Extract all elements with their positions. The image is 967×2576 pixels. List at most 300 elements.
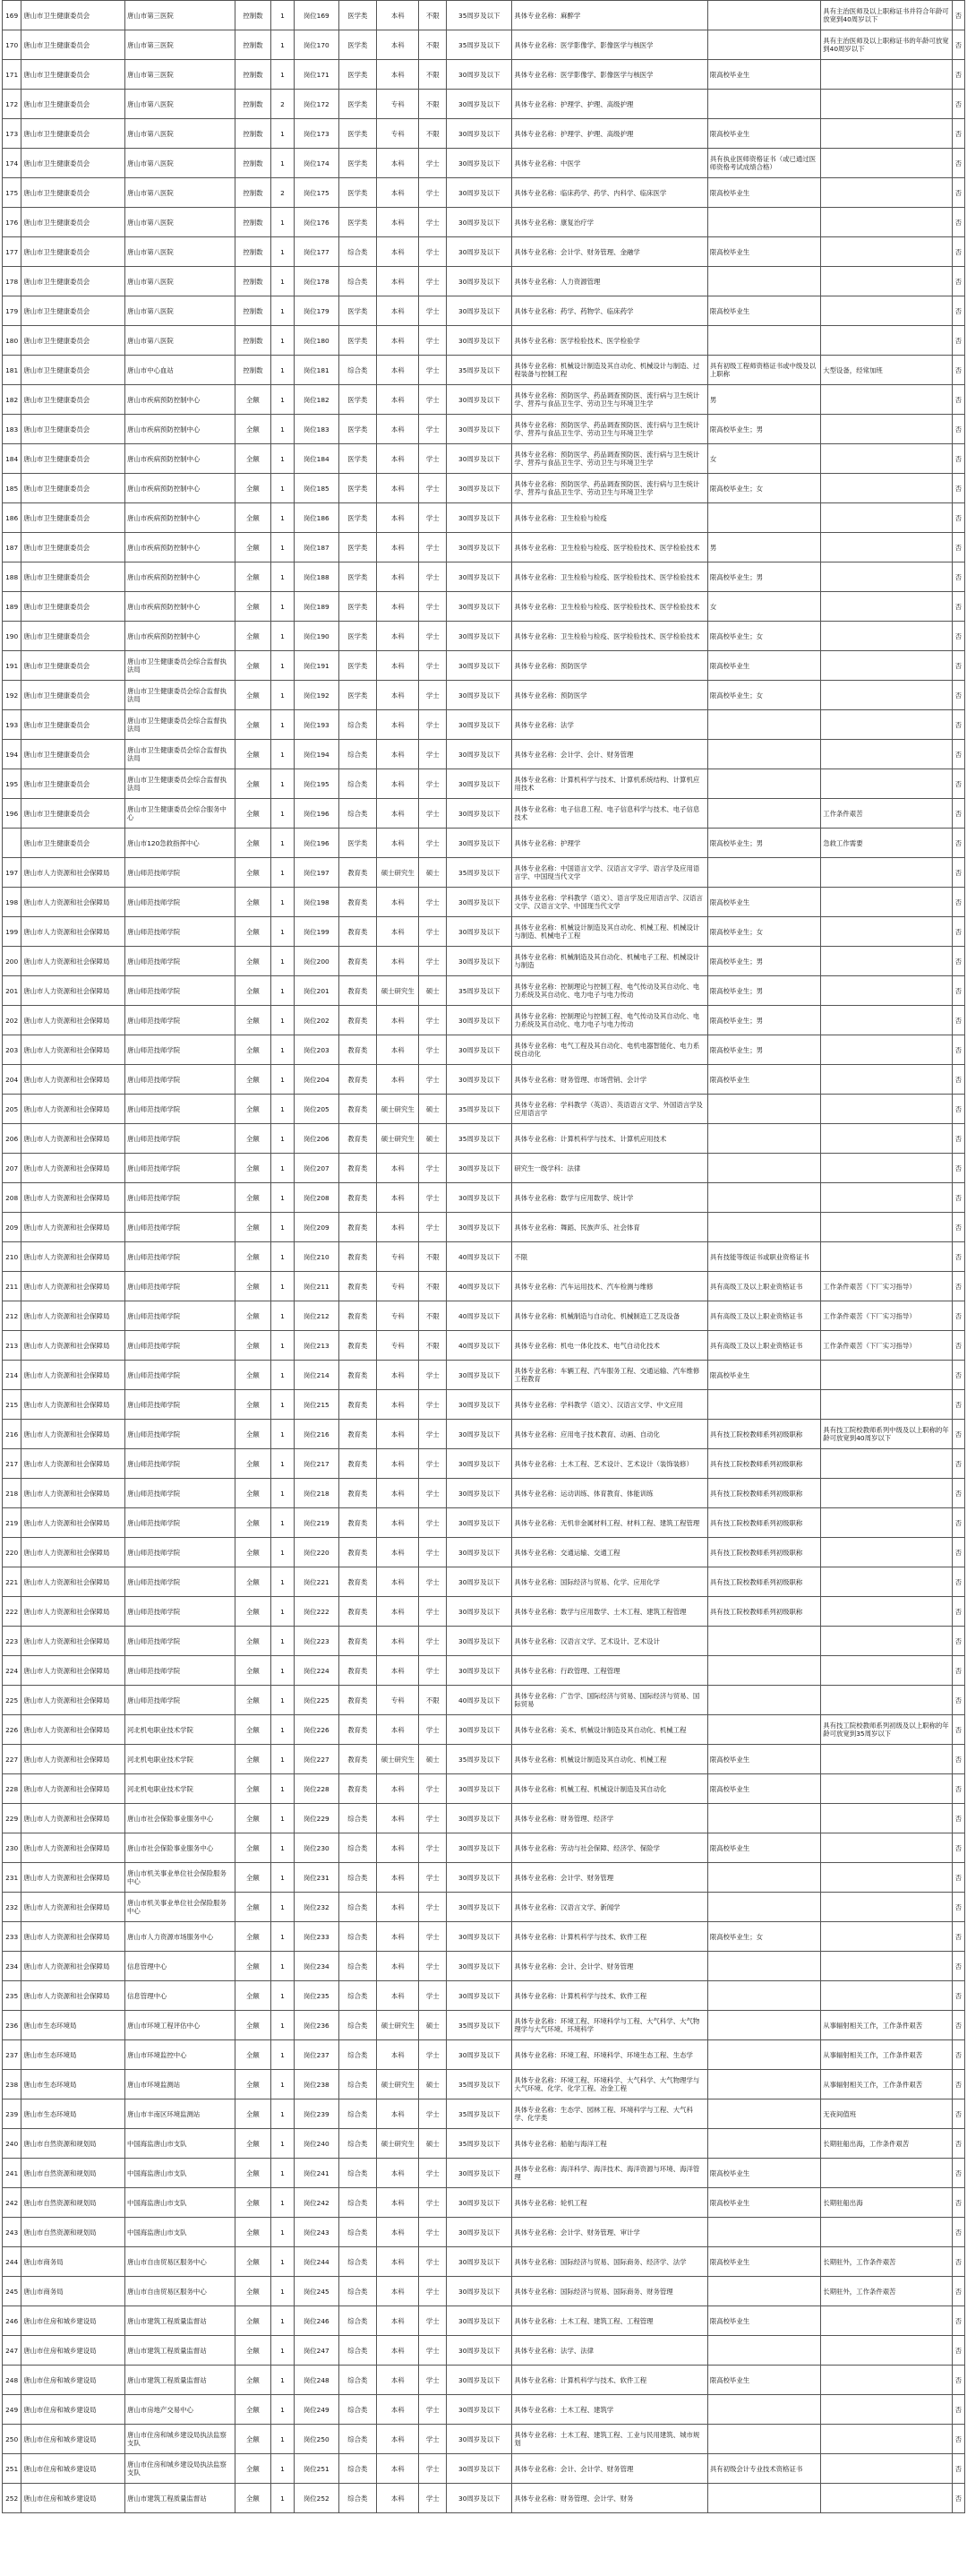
cell-post-code: 岗位218 — [295, 1479, 339, 1508]
cell-other-requirement — [707, 1863, 820, 1893]
cell-post-category: 医学类 — [338, 533, 377, 562]
cell-remarks: 从事辐射相关工作，工作条件艰苦 — [821, 2070, 952, 2099]
cell-degree: 学士 — [419, 2159, 447, 2188]
cell-department: 唐山市卫生健康委员会 — [21, 681, 125, 710]
cell-other-requirement: 限高校毕业生 — [707, 1361, 820, 1390]
cell-post-code: 岗位225 — [295, 1686, 339, 1715]
table-row — [3, 799, 965, 829]
cell-funding-type: 全额 — [235, 562, 270, 592]
cell-post-category: 教育类 — [338, 1745, 377, 1774]
cell-post-code: 岗位219 — [295, 1508, 339, 1538]
cell-flag: 否 — [952, 1981, 964, 2011]
cell-headcount: 1 — [271, 976, 295, 1006]
cell-major-requirement: 具体专业名称：机电一体化技术、电气自动化技术 — [512, 1331, 708, 1361]
cell-department: 唐山市卫生健康委员会 — [21, 208, 125, 237]
cell-post-category: 教育类 — [338, 1242, 377, 1272]
cell-post-code: 岗位190 — [295, 622, 339, 651]
cell-education: 本科 — [377, 1, 419, 30]
cell-department: 唐山市人力资源和社会保障局 — [21, 1095, 125, 1124]
cell-department: 唐山市人力资源和社会保障局 — [21, 1154, 125, 1183]
cell-other-requirement: 限高校毕业生 — [707, 651, 820, 681]
cell-age-limit: 30周岁及以下 — [447, 1833, 512, 1863]
table-row — [3, 1095, 965, 1124]
cell-major-requirement: 具体专业名称：汽车运用技术、汽车检测与维修 — [512, 1272, 708, 1301]
table-row — [3, 1774, 965, 1804]
cell-age-limit: 40周岁及以下 — [447, 1272, 512, 1301]
table-row — [3, 2395, 965, 2425]
cell-post-category: 综合类 — [338, 237, 377, 267]
cell-flag: 否 — [952, 1183, 964, 1213]
cell-flag: 否 — [952, 947, 964, 976]
cell-funding-type: 全额 — [235, 1745, 270, 1774]
cell-degree: 学士 — [419, 1656, 447, 1686]
cell-row-no: 232 — [3, 1893, 21, 1922]
cell-other-requirement: 具有技工院校教师系列初级职称 — [707, 1449, 820, 1479]
cell-education: 本科 — [377, 60, 419, 90]
cell-post-category: 综合类 — [338, 2070, 377, 2099]
cell-other-requirement: 限高校毕业生 — [707, 2306, 820, 2336]
cell-flag: 否 — [952, 2099, 964, 2129]
cell-post-code: 岗位224 — [295, 1656, 339, 1686]
cell-flag: 否 — [952, 592, 964, 622]
cell-major-requirement: 具体专业名称：车辆工程、汽车服务工程、交通运输、汽车维修工程教育 — [512, 1361, 708, 1390]
cell-funding-type: 全额 — [235, 1774, 270, 1804]
cell-flag: 否 — [952, 740, 964, 769]
cell-major-requirement: 具体专业名称：轮机工程 — [512, 2188, 708, 2218]
cell-unit: 唐山市社会保险事业服务中心 — [125, 1833, 235, 1863]
cell-flag: 否 — [952, 1745, 964, 1774]
cell-education: 本科 — [377, 1154, 419, 1183]
cell-funding-type: 全额 — [235, 474, 270, 503]
cell-age-limit: 30周岁及以下 — [447, 60, 512, 90]
cell-age-limit: 30周岁及以下 — [447, 415, 512, 444]
cell-unit: 唐山师范技师学院 — [125, 917, 235, 947]
table-row — [3, 681, 965, 710]
cell-post-category: 综合类 — [338, 1863, 377, 1893]
cell-major-requirement: 具体专业名称：机械工程、机械设计制造及其自动化 — [512, 1774, 708, 1804]
cell-post-code: 岗位183 — [295, 415, 339, 444]
cell-headcount: 1 — [271, 651, 295, 681]
cell-post-category: 教育类 — [338, 1508, 377, 1538]
cell-row-no: 181 — [3, 356, 21, 385]
cell-post-category: 医学类 — [338, 1, 377, 30]
table-row — [3, 267, 965, 296]
cell-department: 唐山市人力资源和社会保障局 — [21, 1301, 125, 1331]
table-row — [3, 1420, 965, 1449]
cell-department: 唐山市人力资源和社会保障局 — [21, 1833, 125, 1863]
table-row — [3, 1390, 965, 1420]
table-row — [3, 1686, 965, 1715]
cell-department: 唐山市住房和城乡建设局 — [21, 2395, 125, 2425]
cell-major-requirement: 具体专业名称：卫生检验与检疫、医学检验技术、医学检验技术 — [512, 562, 708, 592]
table-row — [3, 1154, 965, 1183]
cell-post-category: 教育类 — [338, 1183, 377, 1213]
cell-headcount: 1 — [271, 1035, 295, 1065]
cell-row-no: 241 — [3, 2159, 21, 2188]
cell-remarks — [821, 267, 952, 296]
cell-post-code: 岗位210 — [295, 1242, 339, 1272]
cell-education: 本科 — [377, 740, 419, 769]
cell-department: 唐山市卫生健康委员会 — [21, 503, 125, 533]
cell-flag: 否 — [952, 2070, 964, 2099]
table-row — [3, 1361, 965, 1390]
cell-age-limit: 30周岁及以下 — [447, 2218, 512, 2247]
cell-degree: 学士 — [419, 533, 447, 562]
cell-flag: 否 — [952, 1715, 964, 1745]
cell-age-limit: 30周岁及以下 — [447, 1538, 512, 1567]
cell-department: 唐山市生态环境局 — [21, 2070, 125, 2099]
cell-education: 本科 — [377, 178, 419, 208]
cell-degree: 学士 — [419, 2425, 447, 2454]
cell-degree: 学士 — [419, 149, 447, 178]
cell-post-category: 综合类 — [338, 2099, 377, 2129]
cell-age-limit: 30周岁及以下 — [447, 651, 512, 681]
cell-post-category: 综合类 — [338, 2425, 377, 2454]
cell-other-requirement — [707, 2099, 820, 2129]
cell-department: 唐山市人力资源和社会保障局 — [21, 1242, 125, 1272]
cell-flag: 否 — [952, 1065, 964, 1095]
cell-post-category: 教育类 — [338, 1715, 377, 1745]
cell-degree: 学士 — [419, 2277, 447, 2306]
cell-age-limit: 30周岁及以下 — [447, 2188, 512, 2218]
cell-post-code: 岗位203 — [295, 1035, 339, 1065]
cell-funding-type: 全额 — [235, 799, 270, 829]
table-row — [3, 1213, 965, 1242]
cell-remarks — [821, 1538, 952, 1567]
cell-funding-type: 全额 — [235, 1508, 270, 1538]
cell-unit: 唐山师范技师学院 — [125, 1656, 235, 1686]
cell-post-category: 综合类 — [338, 1833, 377, 1863]
table-row — [3, 326, 965, 356]
cell-major-requirement: 具体专业名称：计算机科学与技术、计算机应用技术 — [512, 1124, 708, 1154]
cell-funding-type: 全额 — [235, 1213, 270, 1242]
cell-headcount: 1 — [271, 1449, 295, 1479]
cell-funding-type: 控制数 — [235, 30, 270, 60]
table-row — [3, 2484, 965, 2513]
cell-education: 本科 — [377, 592, 419, 622]
cell-row-no: 227 — [3, 1745, 21, 1774]
cell-unit: 唐山师范技师学院 — [125, 1242, 235, 1272]
cell-post-category: 医学类 — [338, 208, 377, 237]
cell-major-requirement: 具体专业名称：国际经济与贸易、国际商务、财务管理 — [512, 2277, 708, 2306]
cell-remarks — [821, 415, 952, 444]
cell-degree: 学士 — [419, 1065, 447, 1095]
cell-headcount: 1 — [271, 1331, 295, 1361]
cell-post-category: 教育类 — [338, 947, 377, 976]
table-row — [3, 1006, 965, 1035]
cell-department: 唐山市自然资源和规划局 — [21, 2188, 125, 2218]
cell-degree: 学士 — [419, 415, 447, 444]
cell-post-category: 医学类 — [338, 326, 377, 356]
cell-row-no: 212 — [3, 1301, 21, 1331]
cell-post-code: 岗位174 — [295, 149, 339, 178]
cell-other-requirement: 限高校毕业生 — [707, 178, 820, 208]
cell-post-code: 岗位208 — [295, 1183, 339, 1213]
cell-row-no: 221 — [3, 1567, 21, 1597]
cell-degree: 学士 — [419, 2188, 447, 2218]
cell-department: 唐山市卫生健康委员会 — [21, 149, 125, 178]
cell-degree: 学士 — [419, 1006, 447, 1035]
cell-department: 唐山市卫生健康委员会 — [21, 178, 125, 208]
cell-funding-type: 控制数 — [235, 90, 270, 119]
cell-major-requirement: 具体专业名称：舞蹈、民族声乐、社会体育 — [512, 1213, 708, 1242]
table-row — [3, 976, 965, 1006]
cell-headcount: 1 — [271, 474, 295, 503]
cell-post-category: 医学类 — [338, 474, 377, 503]
cell-unit: 唐山市住房和城乡建设局执法监察支队 — [125, 2425, 235, 2454]
cell-post-code: 岗位196 — [295, 829, 339, 858]
cell-department: 唐山市卫生健康委员会 — [21, 385, 125, 415]
cell-age-limit: 30周岁及以下 — [447, 1183, 512, 1213]
cell-education: 本科 — [377, 415, 419, 444]
cell-department: 唐山市卫生健康委员会 — [21, 622, 125, 651]
cell-row-no — [3, 829, 21, 858]
cell-post-category: 综合类 — [338, 2454, 377, 2484]
cell-other-requirement: 具有技工院校教师系列初级职称 — [707, 1538, 820, 1567]
cell-post-category: 综合类 — [338, 2040, 377, 2070]
cell-post-code: 岗位215 — [295, 1390, 339, 1420]
cell-major-requirement: 具体专业名称：电子信息工程、电子信息科学与技术、电子信息技术 — [512, 799, 708, 829]
cell-age-limit: 30周岁及以下 — [447, 888, 512, 917]
cell-degree: 学士 — [419, 1804, 447, 1833]
table-row — [3, 888, 965, 917]
cell-flag: 否 — [952, 1331, 964, 1361]
cell-funding-type: 全额 — [235, 681, 270, 710]
cell-post-code: 岗位204 — [295, 1065, 339, 1095]
cell-row-no: 202 — [3, 1006, 21, 1035]
cell-post-code: 岗位191 — [295, 651, 339, 681]
table-row — [3, 2218, 965, 2247]
cell-row-no: 230 — [3, 1833, 21, 1863]
cell-post-code: 岗位239 — [295, 2099, 339, 2129]
cell-post-code: 岗位245 — [295, 2277, 339, 2306]
cell-department: 唐山市卫生健康委员会 — [21, 1, 125, 30]
cell-department: 唐山市卫生健康委员会 — [21, 267, 125, 296]
cell-unit: 唐山市疾病预防控制中心 — [125, 415, 235, 444]
cell-department: 唐山市生态环境局 — [21, 2040, 125, 2070]
cell-post-code: 岗位216 — [295, 1420, 339, 1449]
cell-degree: 不限 — [419, 1272, 447, 1301]
cell-row-no: 197 — [3, 858, 21, 888]
cell-other-requirement — [707, 1124, 820, 1154]
cell-unit: 唐山师范技师学院 — [125, 1686, 235, 1715]
cell-headcount: 1 — [271, 296, 295, 326]
cell-other-requirement — [707, 1715, 820, 1745]
cell-education: 本科 — [377, 208, 419, 237]
cell-degree: 学士 — [419, 651, 447, 681]
cell-headcount: 1 — [271, 2040, 295, 2070]
cell-unit: 唐山市丰南区环境监测站 — [125, 2099, 235, 2129]
cell-post-code: 岗位241 — [295, 2159, 339, 2188]
cell-education: 本科 — [377, 2336, 419, 2366]
cell-education: 本科 — [377, 1627, 419, 1656]
cell-degree: 学士 — [419, 2247, 447, 2277]
cell-education: 本科 — [377, 385, 419, 415]
cell-flag: 否 — [952, 2218, 964, 2247]
cell-degree: 学士 — [419, 829, 447, 858]
cell-department: 唐山市人力资源和社会保障局 — [21, 1035, 125, 1065]
cell-department: 唐山市卫生健康委员会 — [21, 740, 125, 769]
cell-education: 本科 — [377, 1715, 419, 1745]
cell-degree: 硕士 — [419, 1745, 447, 1774]
cell-unit: 唐山市环境监控中心 — [125, 2040, 235, 2070]
cell-unit: 唐山市第八医院 — [125, 208, 235, 237]
cell-remarks — [821, 1390, 952, 1420]
cell-other-requirement — [707, 858, 820, 888]
cell-department: 唐山市人力资源和社会保障局 — [21, 1124, 125, 1154]
cell-row-no: 208 — [3, 1183, 21, 1213]
cell-major-requirement: 具体专业名称：行政管理、工程管理 — [512, 1656, 708, 1686]
cell-age-limit: 30周岁及以下 — [447, 1479, 512, 1508]
cell-degree: 学士 — [419, 769, 447, 799]
cell-post-code: 岗位198 — [295, 888, 339, 917]
cell-headcount: 1 — [271, 1952, 295, 1981]
cell-post-code: 岗位176 — [295, 208, 339, 237]
cell-remarks: 具有主治医师及以上职称证书的年龄可放宽到40周岁以下 — [821, 30, 952, 60]
cell-headcount: 2 — [271, 90, 295, 119]
cell-degree: 不限 — [419, 1301, 447, 1331]
cell-remarks — [821, 1213, 952, 1242]
cell-major-requirement: 具体专业名称：会计学、财务管理、金融学 — [512, 237, 708, 267]
cell-age-limit: 30周岁及以下 — [447, 2336, 512, 2366]
cell-other-requirement — [707, 799, 820, 829]
cell-department: 唐山市住房和城乡建设局 — [21, 2306, 125, 2336]
cell-unit: 唐山师范技师学院 — [125, 1301, 235, 1331]
cell-post-code: 岗位231 — [295, 1863, 339, 1893]
cell-degree: 学士 — [419, 740, 447, 769]
cell-post-category: 综合类 — [338, 2159, 377, 2188]
cell-major-requirement: 具体专业名称：卫生检验与检疫 — [512, 503, 708, 533]
cell-major-requirement: 具体专业名称：麻醉学 — [512, 1, 708, 30]
cell-headcount: 1 — [271, 1154, 295, 1183]
cell-post-code: 岗位238 — [295, 2070, 339, 2099]
cell-headcount: 1 — [271, 533, 295, 562]
cell-other-requirement: 限高校毕业生 — [707, 2366, 820, 2395]
cell-post-category: 综合类 — [338, 710, 377, 740]
cell-row-no: 231 — [3, 1863, 21, 1893]
cell-post-code: 岗位209 — [295, 1213, 339, 1242]
cell-education: 本科 — [377, 2395, 419, 2425]
cell-other-requirement: 男 — [707, 533, 820, 562]
cell-headcount: 1 — [271, 1361, 295, 1390]
cell-remarks — [821, 976, 952, 1006]
cell-age-limit: 30周岁及以下 — [447, 2484, 512, 2513]
cell-education: 本科 — [377, 1981, 419, 2011]
cell-degree: 学士 — [419, 799, 447, 829]
cell-remarks: 从事辐射相关工作，工作条件艰苦 — [821, 2011, 952, 2040]
table-row — [3, 829, 965, 858]
cell-department: 唐山市住房和城乡建设局 — [21, 2366, 125, 2395]
cell-remarks — [821, 710, 952, 740]
cell-funding-type: 全额 — [235, 2129, 270, 2159]
cell-post-code: 岗位195 — [295, 769, 339, 799]
cell-flag: 否 — [952, 30, 964, 60]
cell-flag: 否 — [952, 2247, 964, 2277]
cell-row-no: 238 — [3, 2070, 21, 2099]
cell-age-limit: 30周岁及以下 — [447, 2247, 512, 2277]
cell-funding-type: 全额 — [235, 2395, 270, 2425]
cell-degree: 学士 — [419, 1567, 447, 1597]
cell-education: 本科 — [377, 2218, 419, 2247]
cell-department: 唐山市人力资源和社会保障局 — [21, 1656, 125, 1686]
cell-degree: 硕士 — [419, 2070, 447, 2099]
cell-department: 唐山市人力资源和社会保障局 — [21, 1686, 125, 1715]
cell-major-requirement: 具体专业名称：卫生检验与检疫、医学检验技术、医学检验技术 — [512, 592, 708, 622]
cell-remarks — [821, 562, 952, 592]
cell-flag: 否 — [952, 1361, 964, 1390]
cell-degree: 学士 — [419, 1538, 447, 1567]
cell-row-no: 251 — [3, 2454, 21, 2484]
cell-education: 本科 — [377, 769, 419, 799]
cell-headcount: 1 — [271, 1567, 295, 1597]
cell-headcount: 1 — [271, 681, 295, 710]
cell-flag: 否 — [952, 2366, 964, 2395]
cell-unit: 唐山市建筑工程质量监督站 — [125, 2484, 235, 2513]
cell-education: 本科 — [377, 917, 419, 947]
cell-headcount: 1 — [271, 60, 295, 90]
cell-major-requirement: 具体专业名称：计算机科学与技术、软件工程 — [512, 1922, 708, 1952]
cell-degree: 硕士 — [419, 2011, 447, 2040]
cell-headcount: 1 — [271, 415, 295, 444]
cell-age-limit: 30周岁及以下 — [447, 1390, 512, 1420]
cell-unit: 中国海监唐山市支队 — [125, 2218, 235, 2247]
cell-other-requirement: 限高校毕业生 — [707, 888, 820, 917]
cell-degree: 学士 — [419, 296, 447, 326]
cell-headcount: 1 — [271, 2425, 295, 2454]
cell-headcount: 1 — [271, 2218, 295, 2247]
cell-post-code: 岗位251 — [295, 2454, 339, 2484]
cell-remarks — [821, 1065, 952, 1095]
table-row — [3, 740, 965, 769]
cell-remarks — [821, 2484, 952, 2513]
table-row — [3, 1804, 965, 1833]
cell-headcount: 1 — [271, 799, 295, 829]
cell-department: 唐山市自然资源和规划局 — [21, 2159, 125, 2188]
table-row — [3, 1183, 965, 1213]
cell-funding-type: 全额 — [235, 1065, 270, 1095]
cell-remarks — [821, 769, 952, 799]
cell-row-no: 189 — [3, 592, 21, 622]
cell-education: 本科 — [377, 2277, 419, 2306]
cell-other-requirement: 限高校毕业生；女 — [707, 622, 820, 651]
table-row — [3, 1952, 965, 1981]
cell-department: 唐山市卫生健康委员会 — [21, 237, 125, 267]
cell-department: 唐山市人力资源和社会保障局 — [21, 1183, 125, 1213]
cell-row-no: 200 — [3, 947, 21, 976]
cell-flag: 否 — [952, 1154, 964, 1183]
cell-row-no: 234 — [3, 1952, 21, 1981]
cell-row-no: 185 — [3, 474, 21, 503]
cell-post-code: 岗位202 — [295, 1006, 339, 1035]
cell-row-no: 190 — [3, 622, 21, 651]
cell-flag: 否 — [952, 651, 964, 681]
cell-post-category: 教育类 — [338, 1124, 377, 1154]
cell-flag: 否 — [952, 1479, 964, 1508]
cell-department: 唐山市卫生健康委员会 — [21, 296, 125, 326]
table-row — [3, 651, 965, 681]
table-row — [3, 415, 965, 444]
table-row — [3, 1893, 965, 1922]
cell-row-no: 248 — [3, 2366, 21, 2395]
cell-department: 唐山市人力资源和社会保障局 — [21, 1597, 125, 1627]
cell-remarks — [821, 1508, 952, 1538]
cell-headcount: 1 — [271, 2454, 295, 2484]
cell-flag: 否 — [952, 829, 964, 858]
cell-age-limit: 30周岁及以下 — [447, 1154, 512, 1183]
cell-age-limit: 30周岁及以下 — [447, 2159, 512, 2188]
cell-funding-type: 全额 — [235, 1804, 270, 1833]
cell-headcount: 1 — [271, 888, 295, 917]
